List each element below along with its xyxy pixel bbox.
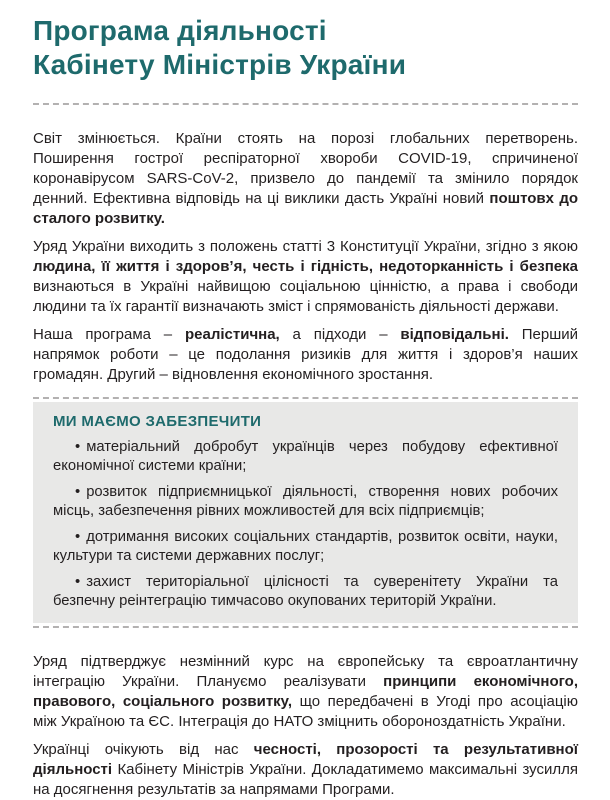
closing-paragraph: Уряд підтверджує незмінний курс на європейську та євроатлантичну інтеграцію України. Плануємо реалізувати принципи економічного, правового, соціального розвитку, що передбачені в Угоді про асоціацію між Україною та ЄС. Інтеграція до НАТО зміцнить обороноздатність України. [33,653,578,730]
bullet-text: дотримання високих соціальних стандартів, розвиток освіти, науки, культури та системи державних послуг; [53,529,558,564]
page-title [33,14,578,82]
bullet-icon: • [75,484,81,500]
bullet-item [53,528,558,566]
priorities-bullet-list [53,438,558,611]
page-title-line-2: Кабінету Міністрів України [33,49,407,80]
bullet-item [53,573,558,611]
bullet-icon: • [75,574,81,590]
dashed-divider-above-box [33,397,578,399]
bullet-text: розвиток підприємницької діяльності, створення нових робочих місць, забезпечення рівних можливостей для всіх підприємців; [53,484,558,519]
bullet-text: матеріальний добробут українців через побудову ефективної економічної системи країни; [53,439,558,474]
priorities-box [33,402,578,623]
priorities-box-heading: МИ МАЄМО ЗАБЕЗПЕЧИТИ [53,413,262,430]
intro-paragraph: Уряд України виходить з положень статті 3 Конституції України, згідно з якою людина, її життя і здоров’я, честь і гідність, недоторканність і безпека визнаються в Україні найвищою соціальною цінністю, а права і свободи людини та їх гарантії визначають зміст і спрямованість діяльності держави. [33,238,578,315]
intro-paragraph: Наша програма – реалістична, а підходи – відповідальні. Перший напрямок роботи – це подолання ризиків для життя і здоров’я наших громадян. Другий – відновлення економічного зростання. [33,326,578,383]
closing-section [33,628,578,800]
bullet-item [53,438,558,476]
bullet-text: захист територіальної цілісності та суверенітету України та безпечну реінтеграцію тимчасово окупованих територій України. [53,574,558,609]
intro-section [33,105,578,397]
bullet-icon: • [75,529,81,545]
bullet-icon: • [75,439,81,455]
page-title-line-1: Програма діяльності [33,15,327,46]
closing-paragraph: Українці очікують від нас чесності, прозорості та результативної діяльності Кабінету Міністрів України. Докладатимемо максимальні зусилля на досягнення результатів за напрямами Програми. [33,741,578,798]
bullet-item [53,483,558,521]
intro-paragraph: Світ змінюється. Країни стоять на порозі глобальних перетворень. Поширення гострої респіраторної хвороби COVID-19, спричиненої коронавірусом SARS-CoV-2, призвело до пандемії та змінило порядок денний. Ефективна відповідь на ці виклики дасть Україні новий поштовх до сталого розвитку. [33,130,578,227]
